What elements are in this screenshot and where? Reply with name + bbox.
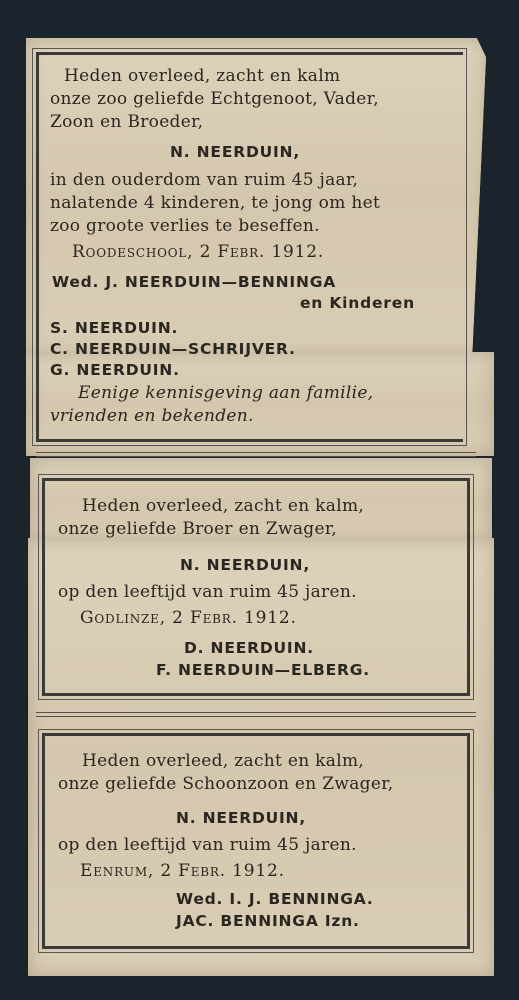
signer: JAC. BENNINGA Izn. (176, 912, 360, 930)
deceased-name: N. NEERDUIN, (180, 556, 311, 574)
notice-line: Heden overleed, zacht en kalm, (82, 496, 365, 516)
deceased-name: N. NEERDUIN, (170, 143, 301, 161)
signer: Wed. J. NEERDUIN—BENNINGA (52, 273, 337, 291)
notice-line: in den ouderdom van ruim 45 jaar, (50, 170, 359, 190)
signer: Wed. I. J. BENNINGA. (176, 890, 374, 908)
notice-line: op den leeftijd van ruim 45 jaren. (58, 835, 357, 855)
signer: en Kinderen (300, 294, 415, 312)
notice-line: onze geliefde Schoonzoon en Zwager, (58, 774, 394, 794)
place-date: Eenrum, 2 Febr. 1912. (80, 861, 285, 881)
separator-rule-1 (36, 452, 476, 457)
notice-line: Zoon en Broeder, (50, 112, 204, 132)
notice-line: onze geliefde Broer en Zwager, (58, 519, 338, 539)
notice-footer: Eenige kennisgeving aan familie, (78, 383, 374, 403)
notice-line: zoo groote verlies te beseffen. (50, 216, 320, 236)
separator-rule-2 (36, 712, 476, 717)
notice-line: Heden overleed, zacht en kalm, (82, 751, 365, 771)
signer: F. NEERDUIN—ELBERG. (156, 661, 370, 679)
notice-line: op den leeftijd van ruim 45 jaren. (58, 582, 357, 602)
notice-line: nalatende 4 kinderen, te jong om het (50, 193, 381, 213)
notice-line: Heden overleed, zacht en kalm (64, 66, 341, 86)
deceased-name: N. NEERDUIN, (176, 809, 307, 827)
place-date: Godlinze, 2 Febr. 1912. (80, 608, 297, 628)
notice-footer: vrienden en bekenden. (50, 406, 254, 426)
notice-line: onze zoo geliefde Echtgenoot, Vader, (50, 89, 379, 109)
signer: G. NEERDUIN. (50, 361, 180, 379)
place-date: Roodeschool, 2 Febr. 1912. (72, 242, 325, 262)
signer: D. NEERDUIN. (184, 639, 314, 657)
signer: C. NEERDUIN—SCHRIJVER. (50, 340, 296, 358)
signer: S. NEERDUIN. (50, 319, 179, 337)
